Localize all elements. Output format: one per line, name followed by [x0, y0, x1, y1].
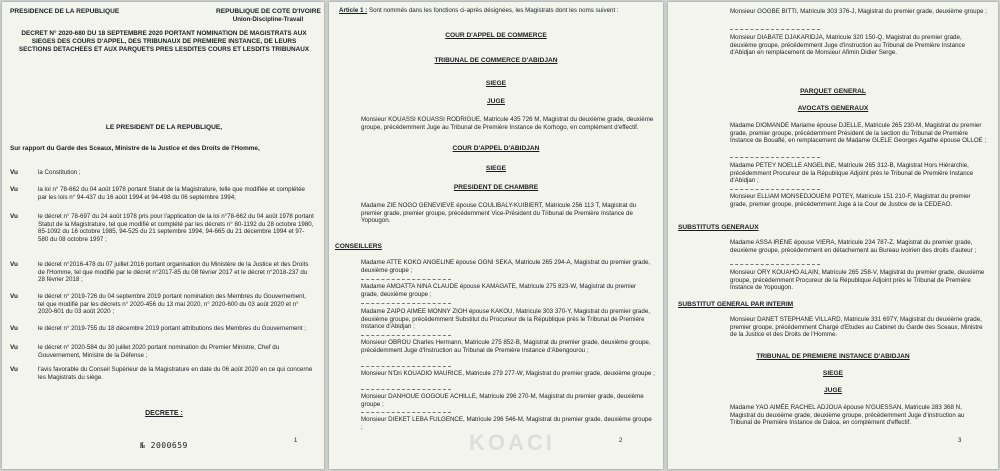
- article-label: Article 1 :: [339, 7, 368, 14]
- nomination-entry: Monsieur DIABATE DJAKARIDJA, Matricule 320 150-Q, Magistrat du premier grade, deuxième groupe, précédemment Juge d'instruction au Tribunal de Première Instance d'Abidjan en remplacement de Monsieur Afimin Didier Serge.: [730, 34, 966, 57]
- vu-label: Vu: [10, 186, 18, 193]
- separator: [361, 335, 451, 336]
- nomination-entry: Madame ATTE KOKO ANGELINE épouse OGNI SEKA, Matricule 265 294-A, Magistrat du premier grade, deuxième groupe ;: [361, 259, 651, 274]
- vu-item: le décret n° 78-697 du 24 août 1978 pris pour l'application de la loi n°78-662 du 04 août 1978 portant Statut de la Magistrature, tel que modifié et complété par les décrets n° 80-1192 du 28 octobre 1980, 85-1092 du 16 octobre 1985, 94-525 du 21 septembre 1994, 94-665 du 21 décembre 1994 et 97-580 du 08 octobre 1997 ;: [38, 213, 314, 243]
- page-number: 2: [619, 438, 623, 444]
- nomination-entry: Monsieur OBROU Charles Hermann, Matricule 275 852-B, Magistrat du premier grade, deuxième groupe, précédemment Juge d'Instruction au Tribunal de Première Instance d'Abengourou ;: [361, 339, 651, 354]
- section-heading: SUBSTITUTS GENERAUX: [678, 224, 759, 231]
- separator: [730, 29, 820, 30]
- vu-item: le décret n° 2019-755 du 18 décembre 2019 portant attributions des Membres du Gouvernement ;: [38, 325, 307, 332]
- section-heading: TRIBUNAL DE PREMIERE INSTANCE D'ABIDJAN: [756, 353, 910, 360]
- vu-label: Vu: [10, 213, 18, 220]
- vu-label: Vu: [10, 293, 18, 300]
- nomination-entry: Madame AMOATTA NINA CLAUDE épouse KAMAGATE, Matricule 275 823-W, Magistrat du premier grade, deuxième groupe ;: [361, 283, 637, 298]
- vu-label: Vu: [10, 261, 18, 268]
- vu-item: l'avis favorable du Conseil Supérieur de la Magistrature en date du 06 août 2020 en ce qui concerne les Magistrats du siège.: [38, 366, 313, 381]
- vu-item: le décret n° 2019-726 du 04 septembre 2019 portant nomination des Membres du Gouvernement, tel que modifié par les décrets n° 2020-456 du 13 mai 2020, n° 2020-600 du 03 août 2020 et n° 2020-601 du 03 août 2020 ;: [38, 293, 307, 316]
- separator: [361, 303, 451, 304]
- separator: [361, 279, 451, 280]
- nomination-entry: Madame YAO AIMÉE RACHEL ADJOUA épouse N'GUESSAN, Matricule 283 368 N, Magistrat du deuxième grade, deuxième groupe, précédemment Juge d'instruction au Tribunal de Première Instance de Daloa, en complément d'effectif.: [730, 404, 965, 427]
- nomination-entry: Monsieur DIEKET LEBA FULGENCE, Matricule 296 546-M, Magistrat du premier grade, deuxième groupe ;: [361, 416, 652, 431]
- page-number: 1: [294, 438, 298, 444]
- vu-item: le décret n° 2020-584 du 30 juillet 2020 portant nomination du Premier Ministre, Chef du Gouvernement, Ministre de la Défense ;: [38, 344, 280, 359]
- nomination-entry: Madame ZIE NOGO GENEVIEVE épouse COULIBALY-KUIBIERT, Matricule 256 113 T, Magistrat du premier grade, premier groupe, précédemment Vice-Président du Tribunal de Première Instance de Yopougon.: [361, 202, 637, 225]
- section-heading: SIEGE: [485, 80, 507, 87]
- rapport-text: Sur rapport du Garde des Sceaux, Ministre de la Justice et des Droits de l'Homme,: [10, 145, 260, 152]
- vu-label: Vu: [10, 325, 18, 332]
- decree-page-1: [2, 2, 324, 469]
- vu-item: le décret n°2016-478 du 07 juillet 2016 portant organisation du Ministère de la Justice et des Droits de l'Homme, tel que modifié par le décret n°2017-85 du 08 février 2017 et le décret n°2018-237 du 28 février 2018 ;: [38, 261, 309, 284]
- nomination-entry: Madame DIOMANDE Mariame épouse DJELLE, Matricule 265 230-M, Magistrat du premier grade, premier groupe, précédemment Président de la section du Tribunal de Première Instance de Bouaflé, en remplacement de Madame GLELE Georges Agathe épouse OLLOE ;: [730, 122, 987, 145]
- separator: [361, 366, 451, 367]
- section-heading: JUGE: [487, 98, 505, 105]
- nomination-entry: Monsieur N'Dri KOUADIO MAURICE, Matricule 279 277-W, Magistrat du premier grade, deuxième groupe ;: [361, 370, 655, 377]
- decree-title: DECRET N° 2020-680 DU 18 SEPTEMBRE 2020 PORTANT NOMINATION DE MAGISTRATS AUX SIEGES DES COURS D'APPEL, DES TRIBUNAUX DE PREMIERE INSTANCE, DE LEURS SECTIONS DETACHEES ET AUX PARQUETS PRES LESDITES COURS ET LESDITS TRIBUNAUX: [18, 30, 310, 53]
- section-heading: PRESIDENT DE CHAMBRE: [453, 184, 539, 191]
- header-republique: REPUBLIQUE DE COTE D'IVOIRE: [216, 8, 321, 15]
- article-1: [339, 7, 655, 15]
- separator: [730, 157, 820, 158]
- decrete-heading: DECRETE :: [145, 410, 183, 417]
- nomination-entry: Monsieur GOGBE BITTI, Matricule 303 376-J, Magistrat du premier grade, deuxième groupe ;: [730, 8, 987, 15]
- section-heading: SUBSTITUT GENERAL PAR INTERIM: [678, 301, 794, 308]
- vu-label: Vu: [10, 169, 18, 176]
- section-heading: COUR D'APPEL DE COMMERCE: [445, 32, 547, 39]
- watermark-logo: KOACI: [469, 430, 555, 455]
- separator: [730, 264, 820, 265]
- section-heading: COUR D'APPEL D'ABIDJAN: [452, 145, 540, 152]
- section-heading: TRIBUNAL DE COMMERCE D'ABIDJAN: [434, 57, 558, 64]
- serial-value: 2000659: [150, 441, 188, 450]
- section-heading: AVOCATS GENERAUX: [797, 105, 869, 112]
- nomination-entry: Madame ASSA IRENE épouse VIERA, Matricule 234 787-Z, Magistrat du premier grade, deuxième groupe, précédemment en détachement au Bureau ivoirien des droits d'auteur ;: [730, 239, 977, 254]
- section-heading: PARQUET GENERAL: [800, 88, 866, 95]
- separator: [361, 389, 451, 390]
- header-devise: Union-Discipline-Travail: [232, 16, 304, 23]
- nomination-entry: Monsieur KOUASSI KOUASSI RODRIGUE, Matricule 435 726 M, Magistrat du deuxième grade, deuxième groupe, précédemment Juge au Tribunal de Première Instance de Korhogo, en complément d'effectif.: [361, 116, 654, 131]
- nomination-entry: Monsieur ORY KOUAHO ALAIN, Matricule 265 258-V, Magistrat du premier grade, deuxième groupe, précédemment Procureur de la République Adjoint près le Tribunal de Première Instance de Yopougon.: [730, 269, 985, 292]
- section-heading: SIEGE: [822, 370, 844, 377]
- nomination-entry: Monsieur ELLIAM MONSEDJOUENI POTEY, Matricule 151 210-F, Magistrat du premier grade, premier groupe, précédemment Juge à la Cour de Justice de la CEDEAO.: [730, 193, 971, 208]
- article-text: Sont nommés dans les fonctions ci-après désignées, les Magistrats dont les noms suivent :: [368, 7, 619, 14]
- page-number: 3: [958, 438, 962, 444]
- president-heading: LE PRESIDENT DE LA REPUBLIQUE,: [105, 124, 223, 131]
- vu-item: la Constitution ;: [38, 169, 81, 176]
- header-presidence: PRESIDENCE DE LA REPUBLIQUE: [10, 8, 120, 15]
- vu-label: Vu: [10, 366, 18, 373]
- nomination-entry: Madame PETEY NOELLE ANGELINE, Matricule 265 312-B, Magistrat Hors Hiérarchie, précédemment Procureur de la République Adjoint près le Tribunal de Première Instance d'Abidjan ;: [730, 162, 974, 185]
- section-heading: CONSEILLERS: [335, 243, 382, 250]
- decree-page-2: [329, 2, 663, 469]
- section-heading: SIEGE: [485, 165, 507, 172]
- decree-page-3: [668, 2, 998, 469]
- nomination-entry: Madame ZAIPO AIMEE MONNY ZIOH épouse KAKOU, Matricule 303 370-Y, Magistrat du premier grade, deuxième groupe, précédemment Substitut du Procureur de la République près le Tribunal de Première Instance d'Abidjan ;: [361, 308, 650, 331]
- vu-label: Vu: [10, 344, 18, 351]
- separator: [730, 189, 820, 190]
- nomination-entry: Monsieur DANET STEPHANE VILLARD, Matricule 331 697Y, Magistrat du deuxième grade, premier groupe, précédemment Chargé d'Etudes au Cabinet du Garde des Sceaux, Ministre de la Justice et des Droits de l'Homme.: [730, 316, 983, 339]
- serial-number: № 2000659: [140, 441, 188, 450]
- vu-item: la loi n° 78-662 du 04 août 1978 portant Statut de la Magistrature, telle que modifiée et complétée par les lois n° 94-437 du 16 août 1994 et 94-498 du 06 septembre 1994;: [38, 186, 305, 201]
- nomination-entry: Monsieur DANHOUE GOGOUE ACHILLE, Matricule 296 270-M, Magistrat du premier grade, deuxième groupe ;: [361, 393, 644, 408]
- section-heading: JUGE: [824, 387, 842, 394]
- separator: [361, 412, 451, 413]
